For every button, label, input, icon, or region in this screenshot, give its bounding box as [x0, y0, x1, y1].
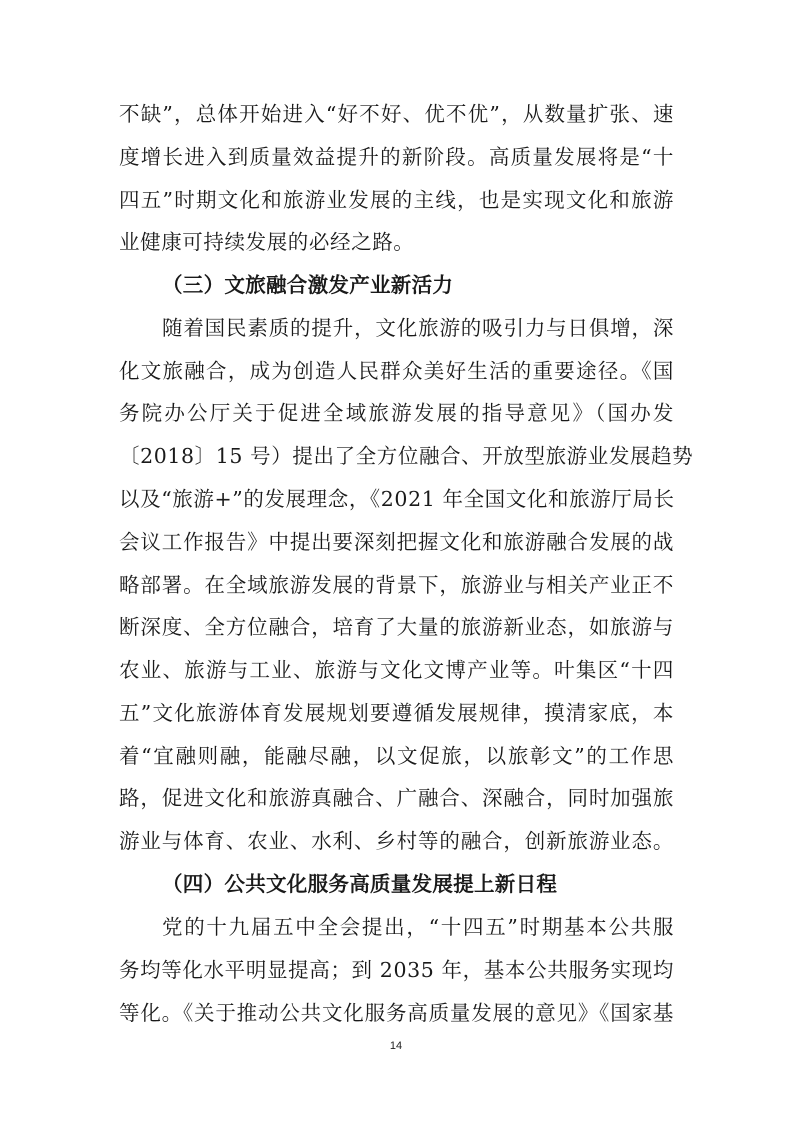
- text-line: 不缺”，总体开始进入“好不好、优不优”，从数量扩张、速: [119, 102, 674, 126]
- text-line: 会议工作报告》中提出要深刻把握文化和旅游融合发展的战: [119, 530, 674, 554]
- text-line: 断深度、全方位融合，培育了大量的旅游新业态，如旅游与: [119, 615, 674, 639]
- text-line: 度增长进入到质量效益提升的新阶段。高质量发展将是“十: [119, 145, 674, 169]
- text-line: 化文旅融合，成为创造人民群众美好生活的重要途径。《国: [119, 359, 674, 383]
- text-line: 党的十九届五中全会提出，“十四五”时期基本公共服: [162, 915, 674, 939]
- text-line: 务院办公厅关于促进全域旅游发展的指导意见》（国办发: [119, 401, 674, 425]
- text-line: 着“宜融则融，能融尽融，以文促旅，以旅彰文”的工作思: [119, 744, 674, 768]
- text-line: 路，促进文化和旅游真融合、广融合、深融合，同时加强旅: [119, 786, 674, 810]
- text-line: 游业与体育、农业、水利、乡村等的融合，创新旅游业态。: [119, 829, 674, 853]
- section-heading: （四）公共文化服务高质量发展提上新日程: [162, 872, 558, 896]
- text-line: 随着国民素质的提升，文化旅游的吸引力与日俱增，深: [162, 316, 674, 340]
- text-line: 略部署。在全域旅游发展的背景下，旅游业与相关产业正不: [119, 573, 674, 597]
- text-line: 五”文化旅游体育发展规划要遵循发展规律，摸清家底，本: [119, 701, 674, 725]
- text-line: 业健康可持续发展的必经之路。: [119, 230, 415, 254]
- text-line: 〔2018〕15 号）提出了全方位融合、开放型旅游业发展趋势: [119, 444, 694, 468]
- text-line: 务均等化水平明显提高；到 2035 年，基本公共服务实现均: [119, 958, 674, 982]
- page-number: 14: [389, 1040, 403, 1052]
- section-heading: （三）文旅融合激发产业新活力: [162, 273, 454, 297]
- text-line: 农业、旅游与工业、旅游与文化文博产业等。叶集区“十四: [119, 658, 674, 682]
- text-line: 四五”时期文化和旅游业发展的主线，也是实现文化和旅游: [119, 188, 674, 212]
- text-line: 以及“旅游+”的发展理念，《2021 年全国文化和旅游厅局长: [119, 487, 675, 511]
- text-line: 等化。《关于推动公共文化服务高质量发展的意见》《国家基: [119, 1001, 674, 1025]
